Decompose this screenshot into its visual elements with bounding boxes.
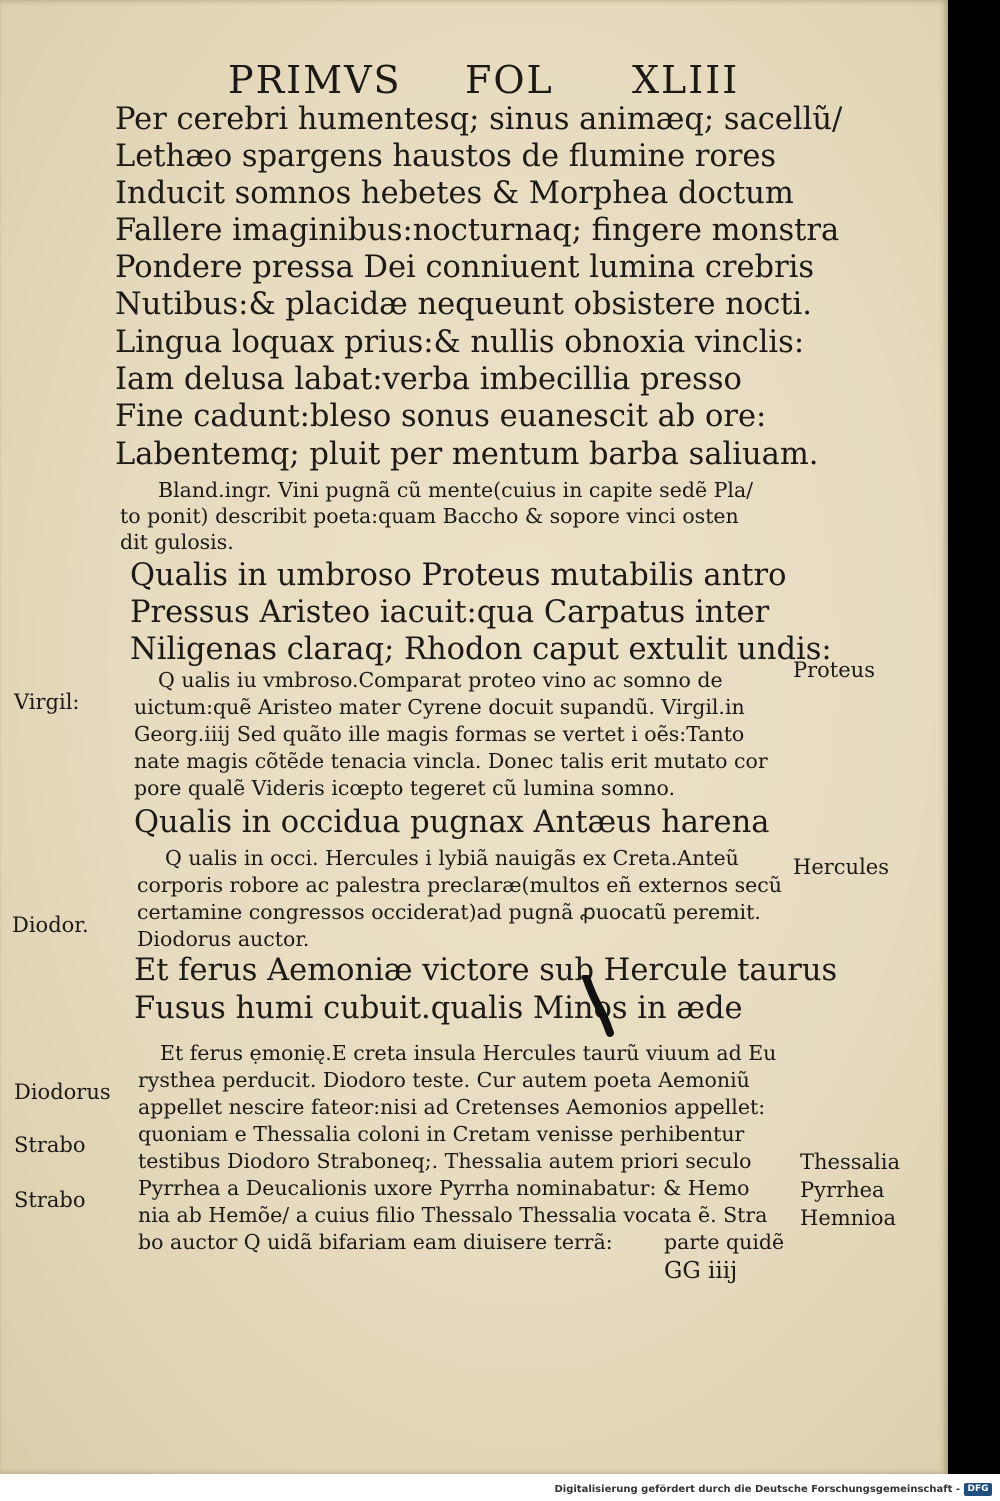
verse-line: Qualis in occidua pugnax Antæus harena (134, 805, 770, 840)
commentary-line: quoniam e Thessalia coloni in Cretam venisse perhibentur (138, 1122, 745, 1146)
commentary-line: pore qualẽ Videris icœpto tegeret cũ lumina somno. (134, 776, 676, 800)
dfg-logo: DFG (964, 1483, 992, 1496)
verse-line: Labentemq; pluit per mentum barba saliuam. (115, 437, 819, 472)
commentary-line: Et ferus ẹmonię.E creta insula Hercules taurũ viuum ad Eu (160, 1041, 777, 1065)
margin-note-strabo: Strabo (14, 1133, 86, 1157)
verse-line: Lingua loquax prius:& nullis obnoxia vinclis: (115, 325, 805, 360)
ink-blot (578, 975, 618, 1037)
verse-line: Pondere pressa Dei conniuent lumina crebris (115, 250, 815, 285)
verse-line: Inducit somnos hebetes & Morphea doctum (115, 176, 794, 211)
funding-credit: Digitalisierung gefördert durch die Deutsche Forschungsgemeinschaft - (554, 1484, 960, 1495)
margin-note-thessalia: Thessalia (800, 1150, 900, 1174)
margin-note-proteus: Proteus (793, 658, 875, 682)
verse-line: Fusus humi cubuit.qualis Minos in æde (134, 991, 743, 1026)
signature-mark: GG iiij (664, 1258, 738, 1284)
verse-line: Qualis in umbroso Proteus mutabilis antro (130, 558, 787, 593)
commentary-line: bo auctor Q uidã bifariam eam diuisere terrã: (138, 1230, 613, 1254)
verse-line: Et ferus Aemoniæ victore sub Hercule taurus (134, 953, 838, 988)
commentary-line: certamine congressos occiderat)ad pugnã ꝓuocatũ peremit. (137, 900, 761, 924)
verse-line: Pressus Aristeo iacuit:qua Carpatus inter (130, 595, 770, 630)
margin-note-pyrrhea: Pyrrhea (800, 1178, 885, 1202)
commentary-line: uictum:quẽ Aristeo mater Cyrene docuit supandũ. Virgil.in (134, 695, 745, 719)
margin-note-hercules: Hercules (793, 855, 889, 879)
commentary-line: testibus Diodoro Straboneq;. Thessalia autem priori seculo (138, 1149, 752, 1173)
commentary-line: to ponit) describit poeta:quam Baccho & sopore vinci osten (120, 504, 739, 528)
commentary-line: Q ualis iu vmbroso.Comparat proteo vino ac somno de (158, 668, 723, 692)
verse-line: Fallere imaginibus:nocturnaq; fingere monstra (115, 213, 840, 248)
verse-line: Lethæo spargens haustos de flumine rores (115, 139, 777, 174)
folio-number: XLIII (632, 58, 740, 102)
catchword: parte quidẽ (664, 1230, 785, 1254)
verse-line: Iam delusa labat:verba imbecillia presso (115, 362, 742, 397)
commentary-line: dit gulosis. (120, 530, 234, 554)
commentary-line: nate magis cõtẽde tenacia vincla. Donec talis erit mutato cor (134, 749, 768, 773)
running-head-fol: FOL (465, 58, 554, 102)
margin-note-diodor: Diodor. (12, 913, 89, 937)
commentary-line: appellet nescire fateor:nisi ad Cretenses Aemonios appellet: (138, 1095, 766, 1119)
commentary-line: rysthea perducit. Diodoro teste. Cur autem poeta Aemoniũ (138, 1068, 750, 1092)
commentary-line: Diodorus auctor. (137, 927, 310, 951)
margin-note-diodorus: Diodorus (14, 1080, 111, 1104)
running-head-book: PRIMVS (228, 58, 402, 102)
verse-line: Nutibus:& placidæ nequeunt obsistere nocti. (115, 287, 812, 322)
margin-note-hemnioa: Hemnioa (800, 1206, 897, 1230)
verse-line: Fine cadunt:bleso sonus euanescit ab ore: (115, 399, 767, 434)
verse-line: Per cerebri humentesq; sinus animæq; sacellũ/ (115, 102, 843, 137)
verse-line: Niligenas claraq; Rhodon caput extulit undis: (130, 632, 832, 667)
commentary-line: Bland.ingr. Vini pugnã cũ mente(cuius in capite sedẽ Pla/ (158, 478, 754, 502)
commentary-line: Pyrrhea a Deucalionis uxore Pyrrha nominabatur: & Hemo (138, 1176, 750, 1200)
commentary-line: nia ab Hemõe/ a cuius filio Thessalo Thessalia vocata ẽ. Stra (138, 1203, 768, 1227)
margin-note-virgil: Virgil: (14, 690, 80, 714)
scan-edge (948, 0, 1000, 1474)
margin-note-strabo: Strabo (14, 1188, 86, 1212)
commentary-line: corporis robore ac palestra preclaræ(multos eñ externos secũ (137, 873, 782, 897)
commentary-line: Georg.iiij Sed quãto ille magis formas se vertet i oẽs:Tanto (134, 722, 745, 746)
commentary-line: Q ualis in occi. Hercules i lybiã nauigãs ex Creta.Anteũ (165, 846, 739, 870)
